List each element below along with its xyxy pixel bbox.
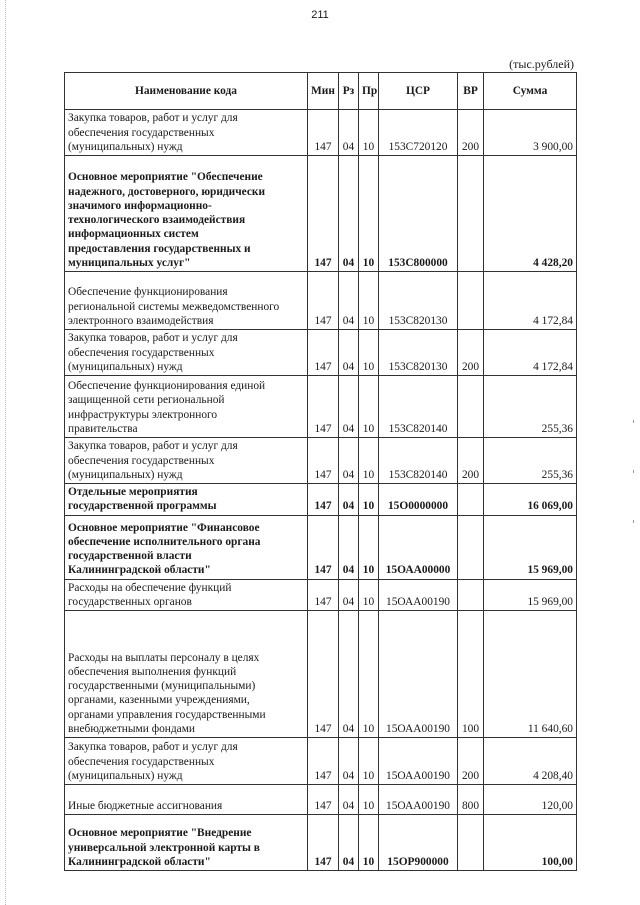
- cell-pr: 10: [359, 515, 379, 579]
- cell-min: 147: [308, 438, 339, 484]
- cell-sum: 255,36: [484, 376, 577, 438]
- cell-name: Основное мероприятие "Внедрение универсальной электронной карты в Калининградской области": [65, 815, 308, 871]
- scan-mark: [633, 420, 634, 423]
- cell-rz: 04: [339, 579, 359, 611]
- cell-csr: 15О0000000: [379, 484, 458, 516]
- cell-min: 147: [308, 272, 339, 330]
- page-number: 211: [311, 9, 329, 21]
- cell-name: Закупка товаров, работ и услуг для обеспечения государственных (муниципальных) нужд: [65, 110, 308, 156]
- table-row: [65, 611, 577, 738]
- cell-rz: 04: [339, 438, 359, 484]
- cell-min: 147: [308, 579, 339, 611]
- cell-csr: 15ОАА00190: [379, 785, 458, 815]
- cell-vr: 200: [458, 330, 484, 376]
- cell-vr: [458, 579, 484, 611]
- scan-edge-line: [5, 0, 6, 905]
- cell-rz: 04: [339, 815, 359, 871]
- scan-mark: [633, 520, 634, 523]
- cell-name: Закупка товаров, работ и услуг для обеспечения государственных (муниципальных) нужд: [65, 738, 308, 785]
- table-row: [65, 815, 577, 871]
- scan-mark: [633, 470, 634, 473]
- cell-name: Расходы на выплаты персоналу в целях обеспечения выполнения функций государственными (муниципальными) органами, казенными учреждениями, органами управления государственными внебюджетными фондами: [65, 611, 308, 738]
- cell-sum: 4 172,84: [484, 272, 577, 330]
- cell-sum: 4 208,40: [484, 738, 577, 785]
- cell-min: 147: [308, 110, 339, 156]
- cell-sum: 11 640,60: [484, 611, 577, 738]
- cell-vr: [458, 515, 484, 579]
- cell-pr: 10: [359, 330, 379, 376]
- cell-name: Обеспечение функционирования единой защищенной сети региональной инфраструктуры электронного правительства: [65, 376, 308, 438]
- cell-name: Основное мероприятие "Финансовое обеспечение исполнительного органа государственной власти Калининградской области": [65, 515, 308, 579]
- cell-rz: 04: [339, 330, 359, 376]
- units-label: (тыс.рублей): [509, 57, 574, 71]
- cell-name: Обеспечение функционирования региональной системы межведомственного электронного взаимодействия: [65, 272, 308, 330]
- cell-csr: 153С820130: [379, 272, 458, 330]
- cell-csr: 153С820140: [379, 376, 458, 438]
- header-min: Мин: [308, 73, 339, 110]
- header-name: Наименование кода: [65, 73, 308, 110]
- table-row: [65, 738, 577, 785]
- cell-vr: [458, 376, 484, 438]
- cell-min: 147: [308, 738, 339, 785]
- cell-min: 147: [308, 611, 339, 738]
- table-row: [65, 156, 577, 272]
- cell-sum: 16 069,00: [484, 484, 577, 516]
- cell-vr: [458, 272, 484, 330]
- cell-min: 147: [308, 330, 339, 376]
- cell-name: Закупка товаров, работ и услуг для обеспечения государственных (муниципальных) нужд: [65, 438, 308, 484]
- cell-pr: 10: [359, 438, 379, 484]
- cell-pr: 10: [359, 272, 379, 330]
- cell-vr: [458, 484, 484, 516]
- table-header-row: [65, 73, 577, 110]
- cell-pr: 10: [359, 110, 379, 156]
- cell-csr: 153С800000: [379, 156, 458, 272]
- cell-pr: 10: [359, 376, 379, 438]
- cell-name: Иные бюджетные ассигнования: [65, 785, 308, 815]
- header-rz: Рз: [339, 73, 359, 110]
- table-row: [65, 438, 577, 484]
- cell-csr: 15ОР900000: [379, 815, 458, 871]
- cell-vr: [458, 815, 484, 871]
- cell-vr: 200: [458, 110, 484, 156]
- header-vr: ВР: [458, 73, 484, 110]
- cell-name: Отдельные мероприятия государственной программы: [65, 484, 308, 516]
- cell-csr: 15ОАА00190: [379, 738, 458, 785]
- cell-pr: 10: [359, 156, 379, 272]
- cell-csr: 15ОАА00000: [379, 515, 458, 579]
- table-row: [65, 272, 577, 330]
- cell-rz: 04: [339, 738, 359, 785]
- cell-vr: 200: [458, 738, 484, 785]
- table-row: [65, 110, 577, 156]
- cell-rz: 04: [339, 484, 359, 516]
- cell-rz: 04: [339, 156, 359, 272]
- cell-vr: 100: [458, 611, 484, 738]
- cell-sum: 15 969,00: [484, 579, 577, 611]
- cell-csr: 15ОАА00190: [379, 579, 458, 611]
- cell-name: Закупка товаров, работ и услуг для обеспечения государственных (муниципальных) нужд: [65, 330, 308, 376]
- cell-pr: 10: [359, 785, 379, 815]
- cell-rz: 04: [339, 785, 359, 815]
- cell-pr: 10: [359, 579, 379, 611]
- cell-vr: 800: [458, 785, 484, 815]
- table-row: [65, 785, 577, 815]
- table-row: [65, 484, 577, 516]
- cell-min: 147: [308, 156, 339, 272]
- cell-csr: 153С720120: [379, 110, 458, 156]
- cell-pr: 10: [359, 738, 379, 785]
- cell-rz: 04: [339, 272, 359, 330]
- cell-csr: 153С820140: [379, 438, 458, 484]
- cell-rz: 04: [339, 376, 359, 438]
- cell-csr: 153С820130: [379, 330, 458, 376]
- budget-table: [64, 72, 577, 871]
- cell-rz: 04: [339, 611, 359, 738]
- table-row: [65, 579, 577, 611]
- cell-min: 147: [308, 815, 339, 871]
- cell-min: 147: [308, 785, 339, 815]
- cell-sum: 255,36: [484, 438, 577, 484]
- table-row: [65, 376, 577, 438]
- cell-pr: 10: [359, 484, 379, 516]
- cell-sum: 100,00: [484, 815, 577, 871]
- cell-pr: 10: [359, 815, 379, 871]
- cell-rz: 04: [339, 515, 359, 579]
- cell-sum: 4 428,20: [484, 156, 577, 272]
- cell-rz: 04: [339, 110, 359, 156]
- cell-vr: [458, 156, 484, 272]
- cell-min: 147: [308, 515, 339, 579]
- cell-sum: 4 172,84: [484, 330, 577, 376]
- header-csr: ЦСР: [379, 73, 458, 110]
- cell-min: 147: [308, 484, 339, 516]
- header-pr: Пр: [359, 73, 379, 110]
- table-row: [65, 515, 577, 579]
- cell-sum: 3 900,00: [484, 110, 577, 156]
- cell-min: 147: [308, 376, 339, 438]
- header-sum: Сумма: [484, 73, 577, 110]
- cell-csr: 15ОАА00190: [379, 611, 458, 738]
- cell-sum: 120,00: [484, 785, 577, 815]
- table-row: [65, 330, 577, 376]
- cell-vr: 200: [458, 438, 484, 484]
- cell-name: Основное мероприятие "Обеспечение надежного, достоверного, юридически значимого информационно- технологического взаимодействия информационных систем предоставления государственных и муниципальных услуг": [65, 156, 308, 272]
- cell-sum: 15 969,00: [484, 515, 577, 579]
- cell-name: Расходы на обеспечение функций государственных органов: [65, 579, 308, 611]
- cell-pr: 10: [359, 611, 379, 738]
